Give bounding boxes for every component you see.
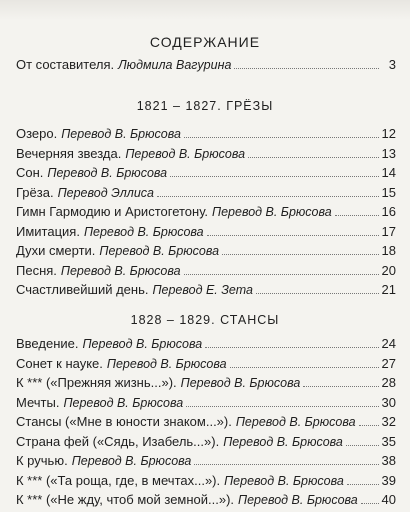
entry-author: Перевод В. Брюсова — [61, 127, 181, 141]
entry-author: Перевод В. Брюсова — [125, 146, 246, 161]
entry-author: Перевод В. Брюсова — [106, 356, 227, 371]
dot-leader — [194, 464, 378, 465]
toc-entry[interactable] — [16, 165, 396, 185]
dot-leader — [303, 386, 378, 387]
entry-title: К *** («Та роща, где, в мечтах...»). — [16, 472, 221, 488]
dot-leader — [335, 215, 379, 216]
entry-author: Перевод В. Брюсова — [82, 337, 203, 351]
entry-page: 38 — [381, 453, 396, 468]
entry-page: 17 — [381, 223, 396, 239]
entry-author: Перевод В. Брюсова — [99, 244, 220, 258]
entry-page: 21 — [381, 282, 396, 297]
dot-leader — [184, 137, 379, 138]
dot-leader — [157, 196, 379, 197]
dot-leader — [248, 157, 379, 158]
dot-leader — [347, 484, 379, 485]
entry-author: Перевод В. Брюсова — [212, 205, 332, 219]
entry-page: 13 — [381, 145, 396, 161]
toc-intro — [16, 57, 396, 77]
dot-leader — [230, 367, 379, 368]
dot-leader — [234, 68, 379, 69]
toc-section-dreams — [16, 126, 396, 302]
dot-leader — [184, 274, 379, 275]
entry-title: Грёза. — [16, 184, 54, 200]
entry-title: Стансы («Мне в юности знаком...»). — [16, 414, 232, 429]
entry-page: 27 — [381, 355, 396, 371]
entry-title: Страна фей («Сядь, Изабель...»). — [16, 433, 220, 449]
entry-author: Перевод В. Брюсова — [235, 415, 356, 429]
entry-page: 16 — [381, 204, 396, 219]
dot-leader — [222, 254, 378, 255]
entry-page: 24 — [381, 336, 396, 351]
toc-entry[interactable] — [16, 492, 396, 512]
section-title: 1821 – 1827. ГРЁЗЫ — [136, 99, 274, 113]
entry-title: К *** («Прежняя жизнь...»). — [16, 375, 177, 390]
toc-entry[interactable] — [16, 375, 396, 395]
dot-leader — [170, 176, 378, 177]
entry-page: 18 — [381, 243, 396, 258]
entry-title: Озеро. — [16, 126, 58, 141]
entry-title: Вечерняя звезда. — [16, 145, 122, 161]
entry-page: 14 — [381, 165, 396, 180]
toc-entry[interactable] — [16, 224, 396, 244]
entry-page: 32 — [381, 414, 396, 429]
entry-title: Имитация. — [16, 223, 80, 239]
toc-entry[interactable] — [16, 395, 396, 415]
entry-page: 12 — [381, 126, 396, 141]
entry-author: Перевод В. Брюсова — [238, 493, 358, 507]
toc-entry[interactable] — [16, 336, 396, 356]
entry-author: Перевод В. Брюсова — [223, 434, 343, 449]
page-title: СОДЕРЖАНИЕ — [149, 34, 261, 50]
entry-author: Перевод В. Брюсова — [63, 395, 184, 410]
entry-author: Перевод В. Брюсова — [224, 473, 344, 488]
entry-title: Гимн Гармодию и Аристогетону. — [16, 204, 209, 219]
entry-title: К ручью. — [16, 453, 68, 468]
toc-section-stanzas — [16, 336, 396, 512]
dot-leader — [346, 445, 379, 446]
toc-entry[interactable] — [16, 434, 396, 454]
toc-entry[interactable] — [16, 126, 396, 146]
entry-author: Перевод В. Брюсова — [180, 376, 301, 390]
entry-page: 35 — [381, 433, 396, 449]
entry-page: 40 — [381, 492, 396, 507]
toc-entry[interactable] — [16, 204, 396, 224]
dot-leader — [361, 503, 379, 504]
toc-entry[interactable] — [16, 473, 396, 493]
entry-author: Перевод Е. Зета — [152, 283, 253, 297]
dot-leader — [207, 235, 379, 236]
entry-author: Людмила Вагурина — [118, 58, 232, 72]
entry-page: 30 — [381, 394, 396, 410]
toc-entry[interactable] — [16, 453, 396, 473]
entry-title: Сонет к науке. — [16, 355, 103, 371]
section-title: 1828 – 1829. СТАНСЫ — [130, 313, 280, 327]
toc-entry[interactable] — [16, 57, 396, 77]
toc-entry[interactable] — [16, 282, 396, 302]
entry-author: Перевод В. Брюсова — [47, 166, 168, 180]
toc-entry[interactable] — [16, 185, 396, 205]
entry-page: 28 — [381, 375, 396, 390]
dot-leader — [205, 347, 378, 348]
toc-entry[interactable] — [16, 356, 396, 376]
entry-page: 20 — [381, 262, 396, 278]
entry-title: Счастливейший день. — [16, 282, 149, 297]
entry-title: Мечты. — [16, 394, 60, 410]
toc-entry[interactable] — [16, 414, 396, 434]
entry-page: 15 — [381, 184, 396, 200]
toc-entry[interactable] — [16, 146, 396, 166]
entry-title: Песня. — [16, 262, 57, 278]
page-top-bleed — [0, 0, 410, 20]
entry-title: Духи смерти. — [16, 243, 96, 258]
entry-author: Перевод В. Брюсова — [83, 224, 204, 239]
entry-title: От составителя. — [16, 57, 115, 72]
entry-author: Перевод В. Брюсова — [71, 454, 192, 468]
entry-page: 3 — [388, 57, 396, 72]
dot-leader — [256, 293, 379, 294]
dot-leader — [359, 425, 379, 426]
entry-title: Сон. — [16, 165, 44, 180]
entry-title: Введение. — [16, 336, 79, 351]
entry-author: Перевод Эллиса — [57, 185, 155, 200]
toc-entry[interactable] — [16, 263, 396, 283]
dot-leader — [186, 406, 378, 407]
entry-author: Перевод В. Брюсова — [60, 263, 181, 278]
toc-entry[interactable] — [16, 243, 396, 263]
entry-page: 39 — [381, 472, 396, 488]
entry-title: К *** («Не жду, чтоб мой земной...»). — [16, 492, 235, 507]
